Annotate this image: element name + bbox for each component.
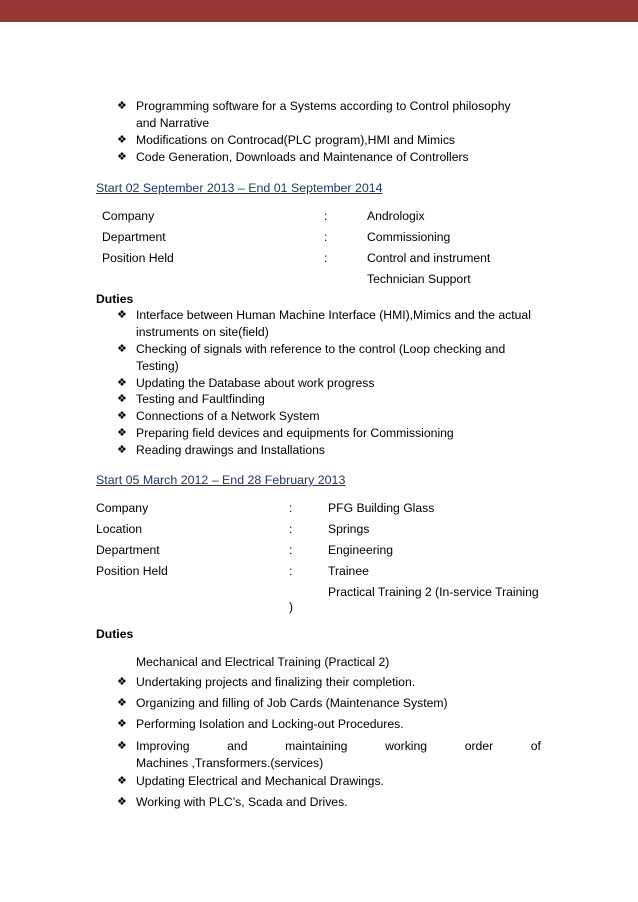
bullet-icon: ❖ <box>117 775 127 787</box>
job2-position-value: Trainee <box>328 564 369 578</box>
job2-date-heading: Start 05 March 2012 – End 28 February 2013 <box>96 473 346 487</box>
bullet-icon: ❖ <box>117 393 127 405</box>
list-item: Preparing field devices and equipments for Commissioning <box>136 426 454 440</box>
bullet-icon: ❖ <box>117 697 127 709</box>
justified-line: Improving and maintaining working order of <box>136 739 541 753</box>
bullet-icon: ❖ <box>117 796 127 808</box>
list-item: Connections of a Network System <box>136 409 320 423</box>
job2-location-label: Location <box>96 522 143 536</box>
list-item: Testing and Faultfinding <box>136 392 265 406</box>
list-item: Improving and maintaining working order of Machines ,Transformers.(services) <box>136 739 541 770</box>
colon: : <box>289 522 293 536</box>
job2-duties-label: Duties <box>96 627 134 641</box>
job1-duties-label: Duties <box>96 292 134 306</box>
job2-location-value: Springs <box>328 522 370 536</box>
list-item: Reading drawings and Installations <box>136 443 326 457</box>
colon: : <box>324 230 328 244</box>
job2-position-label: Position Held <box>96 564 168 578</box>
list-item: Undertaking projects and finalizing their completion. <box>136 675 416 689</box>
job1-position-value: Control and instrument <box>367 251 491 265</box>
bullet-icon: ❖ <box>117 676 127 688</box>
job2-department-value: Engineering <box>328 543 394 557</box>
job2-position-value-3: ) <box>289 600 294 614</box>
list-item: Updating Electrical and Mechanical Drawings. <box>136 774 384 788</box>
bullet-icon: ❖ <box>117 151 127 163</box>
bullet-icon: ❖ <box>117 740 127 752</box>
colon: : <box>324 209 328 223</box>
list-item: Performing Isolation and Locking-out Procedures. <box>136 717 404 731</box>
job1-position-value-2: Technician Support <box>367 272 471 286</box>
header-bar <box>0 0 638 22</box>
bullet-icon: ❖ <box>117 100 127 112</box>
list-item: Interface between Human Machine Interface (HMI),Mimics and the actual instruments on site(field) <box>136 308 531 339</box>
job2-position-value-2: Practical Training 2 (In-service Training <box>328 585 539 599</box>
bullet-icon: ❖ <box>117 377 127 389</box>
job1-department-label: Department <box>102 230 166 244</box>
list-item: Modifications on Controcad(PLC program),HMI and Mimics <box>136 133 456 147</box>
list-item: Updating the Database about work progress <box>136 376 375 390</box>
list-item: Organizing and filling of Job Cards (Maintenance System) <box>136 696 448 710</box>
colon: : <box>289 543 293 557</box>
list-item: Checking of signals with reference to the control (Loop checking and Testing) <box>136 342 506 373</box>
job1-date-heading: Start 02 September 2013 – End 01 September 2014 <box>96 181 383 195</box>
job2-company-label: Company <box>96 501 149 515</box>
job2-company-value: PFG Building Glass <box>328 501 435 515</box>
job1-company-label: Company <box>102 209 155 223</box>
job2-department-label: Department <box>96 543 160 557</box>
bullet-icon: ❖ <box>117 309 127 321</box>
bullet-icon: ❖ <box>117 410 127 422</box>
job1-department-value: Commissioning <box>367 230 451 244</box>
bullet-icon: ❖ <box>117 343 127 355</box>
bullet-icon: ❖ <box>117 444 127 456</box>
job2-duties-intro: Mechanical and Electrical Training (Practical 2) <box>136 655 390 669</box>
bullet-icon: ❖ <box>117 134 127 146</box>
bullet-icon: ❖ <box>117 718 127 730</box>
job1-company-value: Andrologix <box>367 209 425 223</box>
colon: : <box>324 251 328 265</box>
colon: : <box>289 501 293 515</box>
bullet-icon: ❖ <box>117 427 127 439</box>
list-item: Working with PLC’s, Scada and Drives. <box>136 795 348 809</box>
colon: : <box>289 564 293 578</box>
list-item: Programming software for a Systems according to Control philosophy and Narrative <box>136 99 511 130</box>
list-item: Code Generation, Downloads and Maintenance of Controllers <box>136 150 469 164</box>
job1-position-label: Position Held <box>102 251 174 265</box>
